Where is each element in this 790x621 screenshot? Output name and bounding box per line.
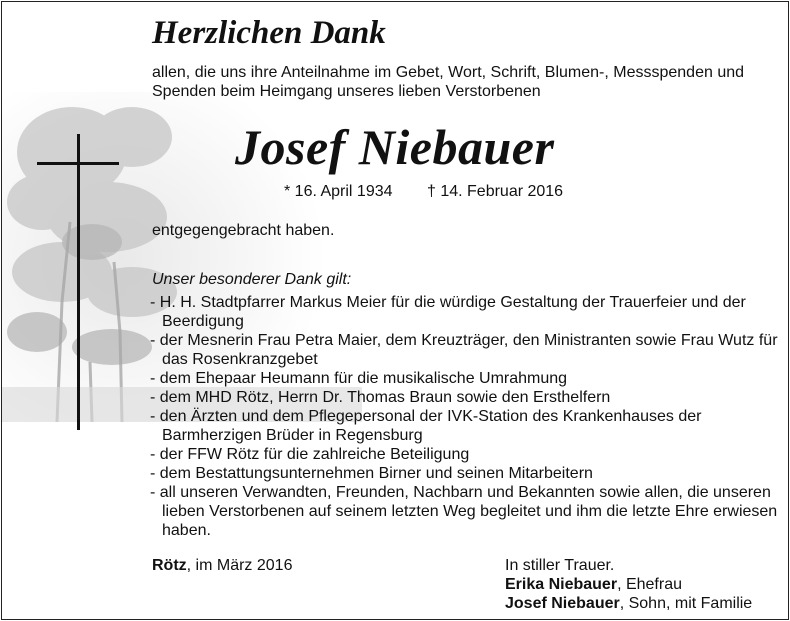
- mourners-block: [505, 556, 752, 613]
- deceased-name: Josef Niebauer: [235, 119, 555, 175]
- mourner-relation: , Sohn, mit Familie: [619, 595, 753, 612]
- life-dates: [284, 182, 593, 201]
- place-date: [152, 556, 292, 575]
- death-date: † 14. Februar 2016: [426, 183, 564, 200]
- thanks-list: [150, 293, 780, 540]
- cross-icon-vertical: [77, 134, 80, 430]
- mourner-relation: , Ehefrau: [617, 576, 682, 593]
- after-text: entgegengebracht haben.: [152, 222, 335, 239]
- intro-text: allen, die uns ihre Anteilnahme im Gebet, Wort, Schrift, Blumen-, Messspenden und Spenden beim Heimgang unseres lieben Verstorbenen: [152, 64, 745, 100]
- mourners-intro: In stiller Trauer.: [505, 557, 615, 574]
- mourner-row: [505, 594, 752, 613]
- list-item: - der Mesnerin Frau Petra Maier, dem Kreuzträger, den Ministranten sowie Frau Wutz für das Rosenkranzgebet: [150, 332, 778, 368]
- obituary-notice: [1, 1, 789, 620]
- list-item: - der FFW Rötz für die zahlreiche Beteiligung: [150, 446, 470, 463]
- list-item: - dem MHD Rötz, Herrn Dr. Thomas Braun sowie den Ersthelfern: [150, 389, 611, 406]
- birth-date: * 16. April 1934: [284, 183, 393, 200]
- heading: Herzlichen Dank: [152, 15, 386, 51]
- list-item: - dem Bestattungsunternehmen Birner und seinen Mitarbeitern: [150, 465, 593, 482]
- list-item: - dem Ehepaar Heumann für die musikalische Umrahmung: [150, 370, 568, 387]
- list-item: - H. H. Stadtpfarrer Markus Meier für die würdige Gestaltung der Trauerfeier und der Beerdigung: [150, 294, 746, 330]
- thanks-title: Unser besonderer Dank gilt:: [152, 271, 352, 288]
- list-item: - den Ärzten und dem Pflegepersonal der IVK-Station des Krankenhauses der Barmherzigen Brüder in Regensburg: [150, 408, 702, 444]
- list-item: - all unseren Verwandten, Freunden, Nachbarn und Bekannten sowie allen, die unseren lieben Verstorbenen auf seinem letzten Weg begleitet und ihm die letzte Ehre erwiesen haben.: [150, 484, 778, 539]
- date: , im März 2016: [186, 557, 293, 574]
- mourner-name: Erika Niebauer: [505, 576, 618, 593]
- mourner-name: Josef Niebauer: [505, 595, 620, 612]
- place: Rötz: [152, 557, 187, 574]
- cross-icon-horizontal: [37, 162, 119, 165]
- mourner-row: [505, 575, 752, 594]
